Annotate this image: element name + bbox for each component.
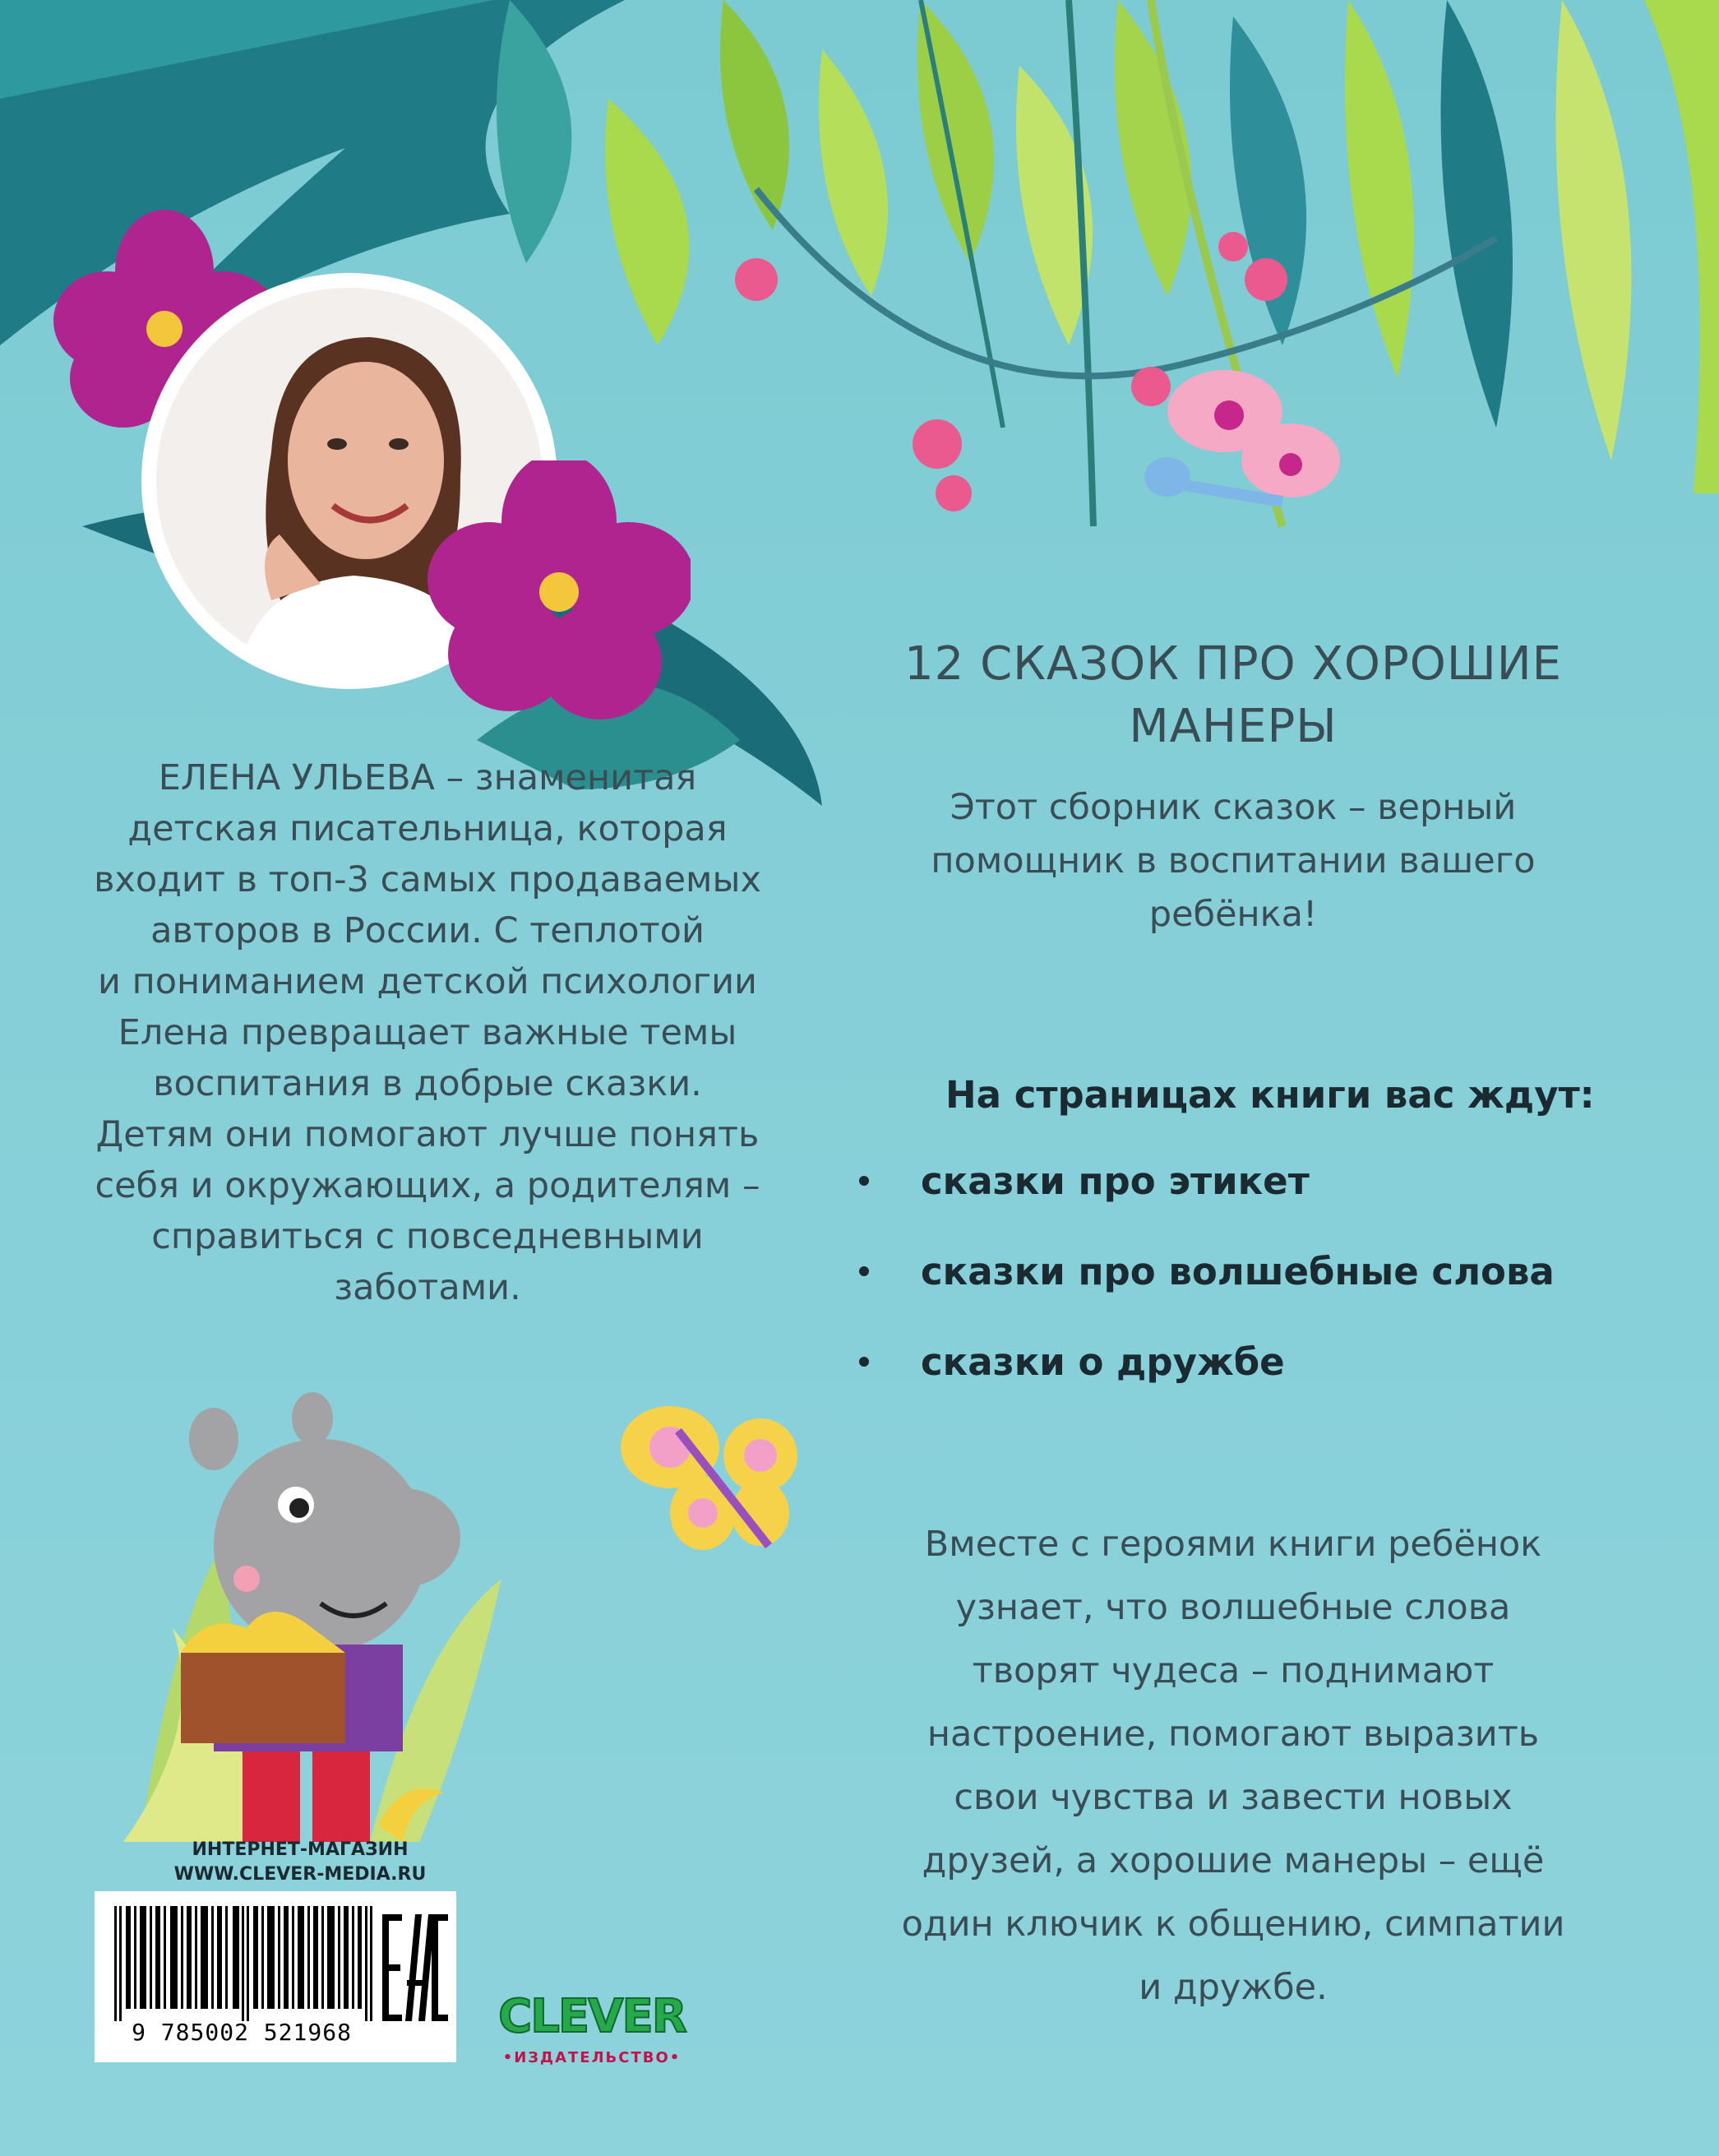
publisher-sub: •ИЗДАТЕЛЬСТВО• [502, 2049, 682, 2066]
book-intro [871, 781, 1595, 942]
list-item [855, 1159, 1644, 1250]
shop-url[interactable]: WWW.CLEVER-MEDIA.RU [173, 1864, 427, 1885]
body-line: настроение, помогают выразить [927, 1714, 1540, 1755]
title-line: 12 СКАЗОК ПРО ХОРОШИЕ [904, 637, 1562, 691]
shop-line: ИНТЕРНЕТ-МАГАЗИН [192, 1839, 409, 1860]
hippo-illustration [123, 1381, 551, 1858]
book-description [855, 1513, 1611, 2020]
butterfly-illustration [612, 1398, 802, 1562]
body-line: друзей, а хорошие манеры – ещё [922, 1840, 1545, 1881]
book-title [822, 633, 1644, 758]
body-line: узнает, что волшебные слова [955, 1587, 1511, 1628]
bio-line: и пониманием детской психологии [97, 961, 757, 1002]
body-line: и дружбе. [1139, 1967, 1328, 2008]
publisher-name: CLEVER [498, 1990, 686, 2043]
body-line: творят чудеса – поднимают [972, 1650, 1495, 1691]
intro-line: Этот сборник сказок – верный [950, 787, 1517, 828]
bio-line: Детям они помогают лучше понять [95, 1114, 760, 1155]
contents-list [855, 1159, 1644, 1431]
body-line: Вместе с героями книги ребёнок [924, 1524, 1542, 1565]
body-line: один ключик к общению, симпатии [901, 1904, 1565, 1945]
list-item [855, 1340, 1644, 1431]
eac-mark-icon [382, 1914, 448, 2021]
list-item [855, 1250, 1644, 1340]
isbn-number: 9 785002 521968 [132, 2019, 352, 2046]
list-item-label: сказки о дружбе [921, 1340, 1285, 1384]
bullet-icon [859, 1357, 869, 1367]
list-item-label: сказки про этикет [921, 1159, 1310, 1203]
bio-line: авторов в России. С теплотой [150, 910, 705, 951]
bio-line: входит в топ-3 самых продаваемых [94, 859, 761, 900]
title-line: МАНЕРЫ [1129, 700, 1338, 753]
bio-line: себя и окружающих, а родителям – [95, 1165, 760, 1206]
publisher-logo [485, 1990, 699, 2080]
magenta-flower-icon [427, 460, 691, 724]
body-line: свои чувства и завести новых [954, 1777, 1513, 1818]
intro-line: помощник в воспитании вашего [931, 840, 1536, 881]
bio-line: детская писательница, которая [127, 808, 728, 849]
bio-line: заботами. [334, 1267, 521, 1308]
bullet-icon [859, 1176, 869, 1186]
intro-line: ребёнка! [1148, 894, 1318, 935]
bio-line: справиться с повседневными [151, 1216, 704, 1257]
shop-info [123, 1838, 477, 1887]
bio-line: Елена превращает важные темы [118, 1012, 737, 1053]
list-item-label: сказки про волшебные слова [921, 1250, 1555, 1293]
bio-line: ЕЛЕНА УЛЬЕВА – знаменитая [158, 757, 697, 798]
barcode-panel [95, 1891, 456, 2062]
contents-heading: На страницах книги вас ждут: [945, 1073, 1595, 1117]
author-bio [74, 752, 781, 1313]
barcode-icon [113, 1906, 376, 2021]
bio-line: воспитания в добрые сказки. [153, 1063, 702, 1104]
bullet-icon [859, 1266, 869, 1276]
